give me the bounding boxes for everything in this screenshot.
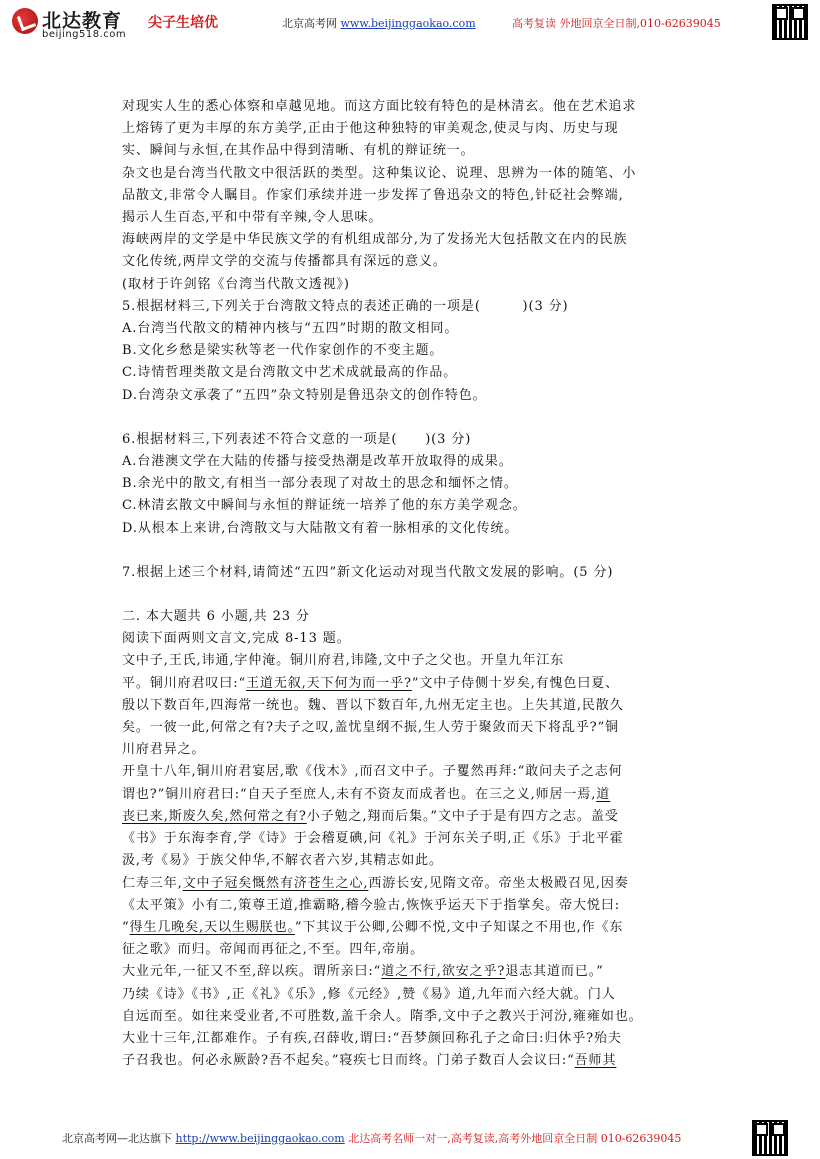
passage-line: “得生几晚矣,天以生赐朕也。”下其议于公卿,公卿不悦,文中子知谋之不用也,作《东 [122,919,624,935]
underlined-sentence: 得生几晚矣,天以生赐朕也。 [129,919,295,935]
passage-line: 《书》于东海李育,学《诗》于会稽夏碘,问《礼》于河东关子明,正《乐》于北平霍 [122,831,624,847]
underlined-sentence: 文中子冠矣慨然有济苍生之心, [182,875,369,891]
document-body [122,96,707,1072]
underlined-sentence: 道之不行,欲安之乎? [381,964,506,980]
qr-code-icon [752,1120,788,1156]
passage-line: 汲,考《易》于族父仲华,不解衣者六岁,其精志如此。 [122,853,443,869]
question-6-stem: 6.根据材料三,下列表述不符合文意的一项是( )(3 分) [122,431,472,447]
text-line: 杂文也是台湾当代散文中很活跃的类型。这种集议论、说理、思辨为一体的随笔、小 [122,165,637,181]
source-citation: (取材于许剑铭《台湾当代散文透视》) [122,276,350,292]
passage-line: 殷以下数百年,四海常一统也。魏、晋以下数百年,九州无定主也。上失其道,民散久 [122,697,624,713]
header-slogan: 尖子生培优 [148,15,218,31]
section-2-heading: 二. 本大题共 6 小题,共 23 分 [122,609,310,625]
question-5-stem: 5.根据材料三,下列关于台湾散文特点的表述正确的一项是( )(3 分) [122,298,569,314]
underlined-sentence: 丧已来,斯废久矣,然何常之有? [122,808,307,824]
passage-line: 开皇十八年,铜川府君宴居,歌《伐木》,而召文中子。子矍然再拜:“敢问夫子之志何 [122,764,623,780]
section-instruction: 阅读下面两则文言文,完成 8-13 题。 [122,631,351,647]
question-6-option-b: B.余光中的散文,有相当一部分表现了对故土的思念和缅怀之情。 [122,476,518,492]
qr-code-icon [772,4,808,40]
question-5-option-a: A.台湾当代散文的精神内核与“五四”时期的散文相同。 [122,321,459,337]
passage-line: 子召我也。何必永厥龄?吾不起矣。”寝疾七日而终。门弟子数百人会议曰:“吾师其 [122,1053,617,1069]
text-line: 实、瞬间与永恒,在其作品中得到清晰、有机的辩证统一。 [122,143,475,159]
question-7: 7.根据上述三个材料,请简述“五四”新文化运动对现当代散文发展的影响。(5 分) [122,564,614,580]
question-6-option-c: C.林清玄散文中瞬间与永恒的辩证统一培养了他的东方美学观念。 [122,498,527,514]
site-link[interactable]: www.beijinggaokao.com [340,17,476,30]
question-6-option-d: D.从根本上来讲,台湾散文与大陆散文有着一脉相承的文化传统。 [122,520,519,536]
text-line: 海峡两岸的文学是中华民族文学的有机组成部分,为了发扬光大包括散文在内的民族 [122,232,628,248]
underlined-sentence: 道 [596,786,611,802]
beida-logo-icon [12,8,38,34]
page-header [12,6,808,42]
passage-line: 矣。一彼一此,何常之有?夫子之叹,盖忧皇纲不振,生人劳于聚敛而天下将乱乎?”铜 [122,720,620,736]
passage-line: 自远而至。如往来受业者,不可胜数,盖千余人。隋季,文中子之教兴于河汾,雍雍如也。 [122,1008,643,1024]
passage-line: 平。铜川府君叹曰:“王道无叙,天下何为而一乎?”文中子侍侧十岁矣,有愧色曰夏、 [122,675,620,691]
question-5-option-c: C.诗情哲理类散文是台湾散文中艺术成就最高的作品。 [122,365,458,381]
passage-line: 谓也?”铜川府君曰:“自天子至庶人,未有不资友而成者也。在三之义,师居一焉,道 [122,786,611,802]
footer-link[interactable]: http://www.beijinggaokao.com [175,1132,345,1145]
text-line: 品散文,非常令人瞩目。作家们承续并进一步发挥了鲁迅杂文的特色,针砭社会弊端, [122,187,624,203]
logo-domain: beijing518.com [42,29,127,40]
passage-line: 《太平策》小有二,策尊王道,推霸略,稽今验古,恢恢乎运天下于指掌矣。帝大悦曰: [122,897,621,913]
passage-line: 大业元年,一征又不至,辞以疾。谓所亲曰:“道之不行,欲安之乎?退志其道而已。” [122,964,604,980]
underlined-sentence: 王道无叙,天下何为而一乎? [246,675,412,691]
text-line: 揭示人生百态,平和中带有辛辣,令人思味。 [122,210,383,226]
question-5-option-d: D.台湾杂文承袭了“五四”杂文特别是鲁迅杂文的创作特色。 [122,387,487,403]
passage-line: 征之歌》而归。帝闻而再征之,不至。四年,帝崩。 [122,942,424,958]
site-name: 北京高考网 [282,17,337,30]
footer-brand: 北京高考网—北达旗下 [62,1132,172,1145]
text-line: 对现实人生的悉心体察和卓越见地。而这方面比较有特色的是林清玄。他在艺术追求 [122,99,637,114]
passage-line: 文中子,王氏,讳通,字仲淹。铜川府君,讳隆,文中子之父也。开皇九年江东 [122,653,565,669]
question-5-option-b: B.文化乡愁是梁实秋等老一代作家创作的不变主题。 [122,343,444,359]
passage-line: 丧已来,斯废久矣,然何常之有?小子勉之,翔而后集。”文中子于是有四方之志。盖受 [122,808,619,824]
text-line: 文化传统,两岸文学的交流与传播都具有深远的意义。 [122,254,447,270]
text-line: 上熔铸了更为丰厚的东方美学,正由于他这种独特的审美观念,使灵与肉、历史与现 [122,121,619,137]
passage-line: 川府君异之。 [122,742,206,758]
spacer [122,407,707,429]
passage-line: 乃续《诗》《书》,正《礼》《乐》,修《元经》,赞《易》道,九年而六经大就。门人 [122,986,616,1002]
header-site-info [282,15,476,31]
question-6-option-a: A.台港澳文学在大陆的传播与接受热潮是改革开放取得的成果。 [122,454,513,470]
spacer [122,540,707,562]
passage-line: 仁寿三年,文中子冠矣慨然有济苍生之心,西游长安,见隋文帝。帝坐太极殿召见,因奏 [122,875,629,891]
page-footer [62,1130,752,1146]
underlined-sentence: 吾师其 [574,1053,617,1069]
footer-contact: 北达高考名师一对一,高考复读,高考外地回京全日制 010-62639045 [348,1132,682,1145]
passage-line: 大业十三年,江都难作。子有疾,召薛收,谓曰:“吾梦颜回称孔子之命曰:归休乎?殆夫 [122,1030,622,1046]
header-contact: 高考复读 外地回京全日制,010-62639045 [512,17,721,30]
logo-text: 北达教育 [42,10,123,32]
spacer [122,584,707,606]
